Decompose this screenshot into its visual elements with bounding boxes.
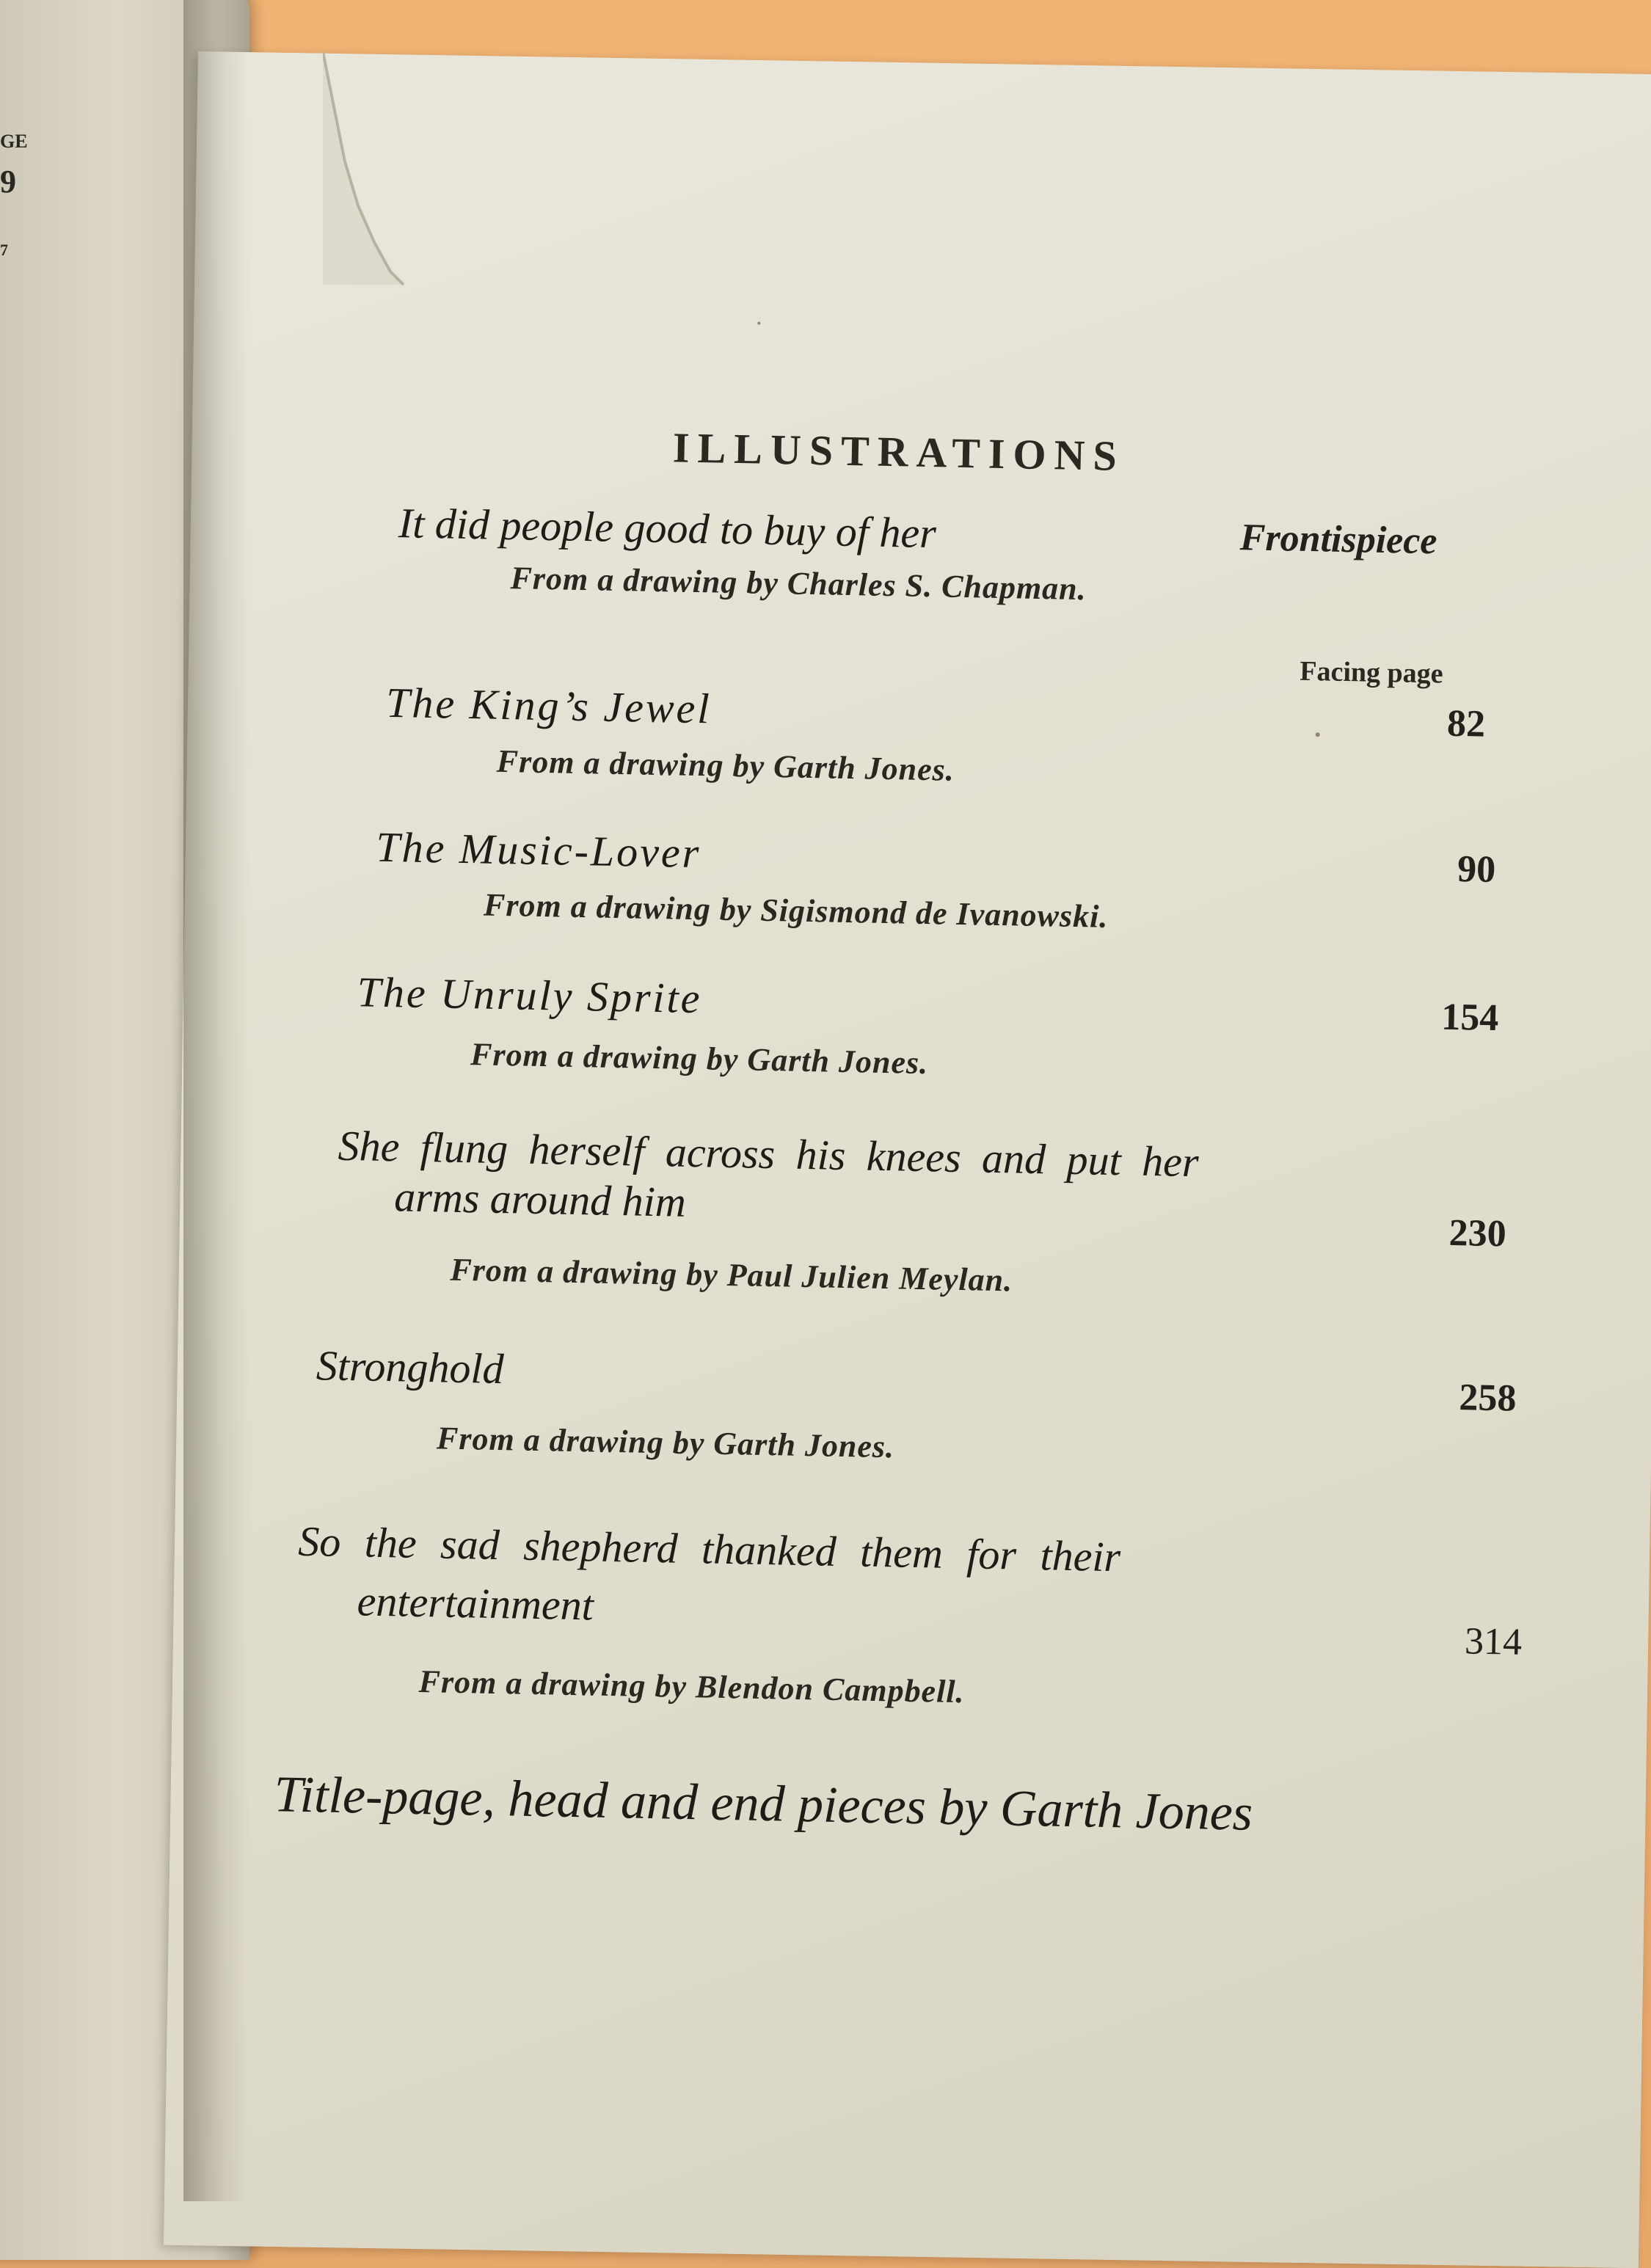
entry-title: The Music-Lover — [375, 823, 701, 878]
credits-footer: Title-page, head and end pieces by Garth Jones — [273, 1766, 1253, 1842]
left-page-fragment-mark: 7 — [0, 241, 8, 259]
entry-credit: From a drawing by Sigismond de Ivanowski. — [483, 886, 1109, 935]
entry-title: It did people good to buy of her — [398, 499, 937, 558]
entry-title: So the sad shepherd thanked them for their — [297, 1517, 1121, 1581]
entry-page-number: 230 — [1448, 1211, 1507, 1255]
entry-title-continuation: arms around him — [393, 1173, 687, 1226]
entry-credit: From a drawing by Garth Jones. — [436, 1420, 895, 1465]
entry-page-number: 314 — [1464, 1620, 1523, 1663]
paper-speck — [757, 322, 760, 325]
entry-title-continuation: entertainment — [357, 1577, 594, 1630]
facing-page-label: Facing page — [1299, 655, 1444, 690]
entry-page-number: 90 — [1457, 847, 1496, 891]
entry-title: Stronghold — [316, 1341, 505, 1393]
left-page-fragment-top: GE — [0, 131, 28, 152]
paper-speck — [1316, 732, 1320, 737]
entry-page-number: 154 — [1440, 996, 1499, 1040]
entry-title: The Unruly Sprite — [357, 968, 703, 1023]
entry-credit: From a drawing by Garth Jones. — [496, 743, 955, 788]
entry-page-number: 82 — [1446, 702, 1486, 745]
entry-title: She flung herself across his knees and put her — [338, 1121, 1200, 1186]
entry-credit: From a drawing by Paul Julien Meylan. — [450, 1251, 1013, 1299]
entry-page-number: 258 — [1458, 1377, 1517, 1420]
entry-credit: From a drawing by Blendon Campbell. — [418, 1663, 966, 1710]
entry-credit: From a drawing by Garth Jones. — [470, 1036, 929, 1082]
entry-title: The King’s Jewel — [385, 678, 712, 733]
left-page-fragment-number: 9 — [0, 164, 16, 200]
entry-page-number: Frontispiece — [1239, 517, 1438, 563]
entry-credit: From a drawing by Charles S. Chapman. — [510, 560, 1087, 608]
page-heading: ILLUSTRATIONS — [672, 423, 1126, 481]
